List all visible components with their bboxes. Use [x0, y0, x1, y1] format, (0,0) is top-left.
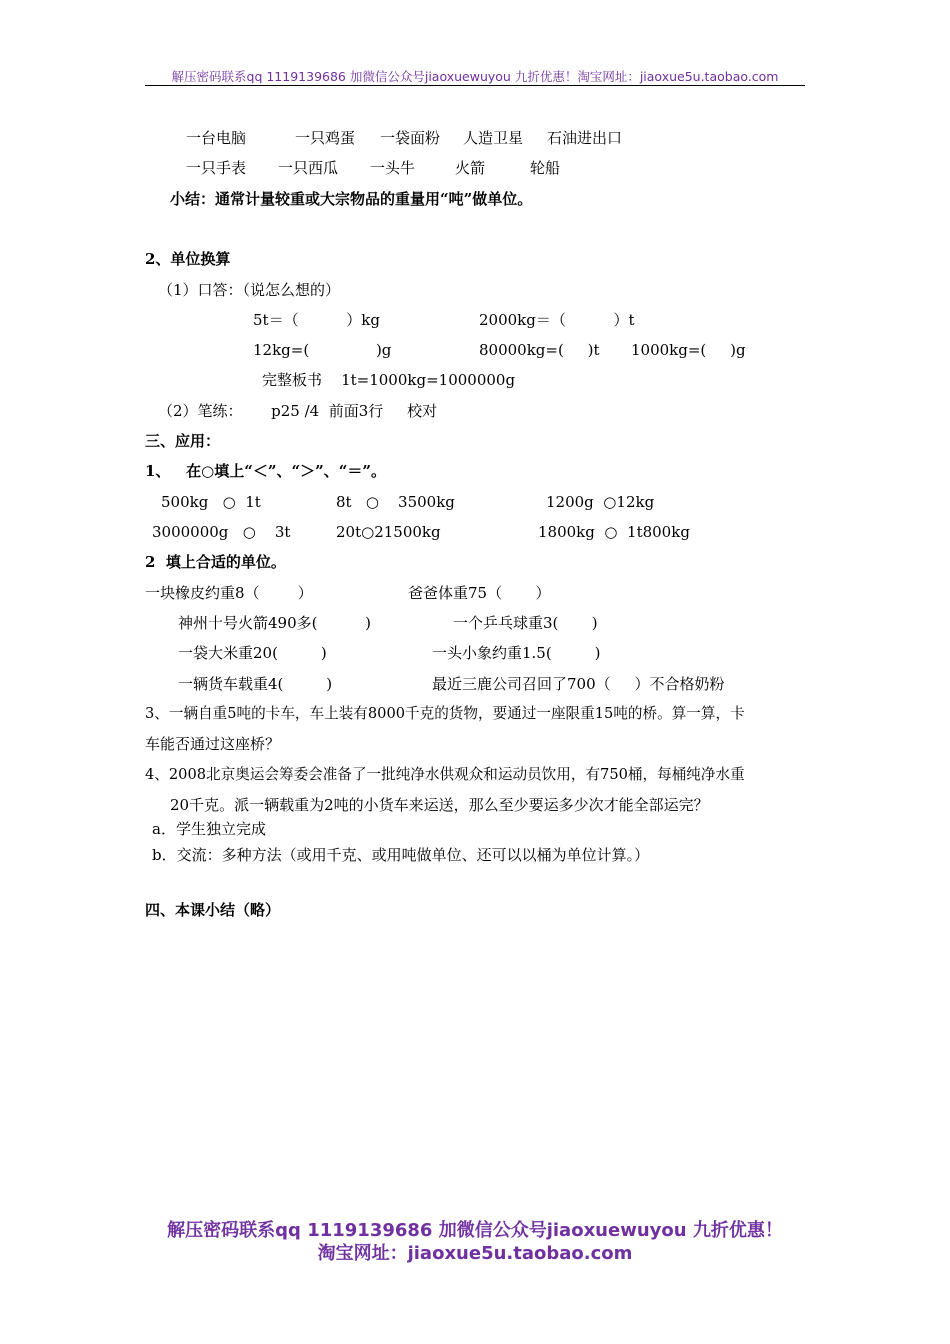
summary-text: 小结：通常计量较重或大宗物品的重量用“吨”做单位。 — [170, 190, 533, 208]
method-b: b．交流：多种方法（或用千克、或用吨做单位、还可以以桶为单位计算。） — [152, 846, 650, 864]
units-item: 最近三鹿公司召回了700（ ）不合格奶粉 — [432, 675, 725, 693]
section-4-title: 四、本课小结（略） — [145, 901, 281, 919]
units-item: 一块橡皮约重8（ ） — [145, 584, 313, 602]
word-problem-4: 4、2008北京奥运会筹委会准备了一批纯净水供观众和运动员饮用，有750桶，每桶纯净水重 — [145, 766, 745, 783]
word-problem-3: 3、一辆自重5吨的卡车，车上装有8000千克的货物，要通过一座限重15吨的桥。算一算，卡 — [145, 705, 745, 722]
section-2-title: 2、单位换算 — [145, 250, 231, 268]
footer-line-2: 淘宝网址：jiaoxue5u.taobao.com — [317, 1243, 633, 1264]
oral-answer-label: （1）口答：（说怎么想的） — [158, 281, 341, 299]
units-item: 一个乒乓球重3( ) — [453, 614, 598, 632]
example-item: 一头牛 — [370, 159, 416, 177]
units-item: 爸爸体重75（ ） — [408, 584, 551, 602]
example-item: 一只西瓜 — [278, 159, 339, 177]
page-header: 解压密码联系qq 1119139686 加微信公众号jiaoxuewuyou 九折优惠！淘宝网址：jiaoxue5u.taobao.com — [171, 69, 779, 84]
word-problem-4-cont: 20千克。派一辆载重为2吨的小货车来运送，那么至少要运多少次才能全部运完？ — [170, 796, 709, 814]
example-item: 轮船 — [530, 159, 561, 177]
compare-item: 1800kg ○ 1t800kg — [538, 523, 690, 541]
example-item: 一台电脑 — [186, 129, 247, 147]
example-item: 一只手表 — [186, 159, 247, 177]
compare-item: 3000000g ○ 3t — [152, 523, 291, 541]
units-item: 神州十号火箭490多( ) — [178, 614, 372, 632]
compare-item: 20t○21500kg — [336, 523, 441, 541]
conversion-question: 2000kg＝（ ）t — [479, 311, 635, 329]
compare-item: 1200g ○12kg — [546, 493, 655, 511]
board-summary: 完整板书 1t=1000kg=1000000g — [262, 371, 516, 389]
compare-item: 500kg ○ 1t — [161, 493, 261, 511]
units-item: 一头小象约重1.5( ) — [432, 644, 601, 662]
written-practice: （2）笔练： p25 /4 前面3行 校对 — [158, 402, 438, 420]
word-problem-3-cont: 车能否通过这座桥？ — [145, 735, 281, 753]
method-a: a．学生独立完成 — [152, 820, 266, 838]
conversion-question: 5t＝（ ）kg — [253, 311, 380, 329]
units-question-title: 2 填上合适的单位。 — [145, 553, 286, 571]
example-item: 石油进出口 — [547, 129, 623, 147]
section-3-title: 三、应用： — [145, 432, 221, 450]
example-item: 一袋面粉 — [380, 129, 441, 147]
example-item: 人造卫星 — [463, 129, 524, 147]
conversion-question: 1000kg=( )g — [631, 341, 746, 359]
conversion-question: 12kg=( )g — [253, 341, 392, 359]
compare-item: 8t ○ 3500kg — [336, 493, 455, 511]
header-divider — [145, 85, 805, 86]
units-item: 一辆货车载重4( ) — [178, 675, 333, 693]
footer-line-1: 解压密码联系qq 1119139686 加微信公众号jiaoxuewuyou 九折优惠！ — [167, 1220, 783, 1241]
example-item: 一只鸡蛋 — [295, 129, 356, 147]
conversion-question: 80000kg=( )t — [479, 341, 600, 359]
example-item: 火箭 — [455, 159, 486, 177]
compare-question-title: 1、 在○填上“＜”、“＞”、“＝”。 — [145, 462, 386, 480]
units-item: 一袋大米重20( ) — [178, 644, 327, 662]
